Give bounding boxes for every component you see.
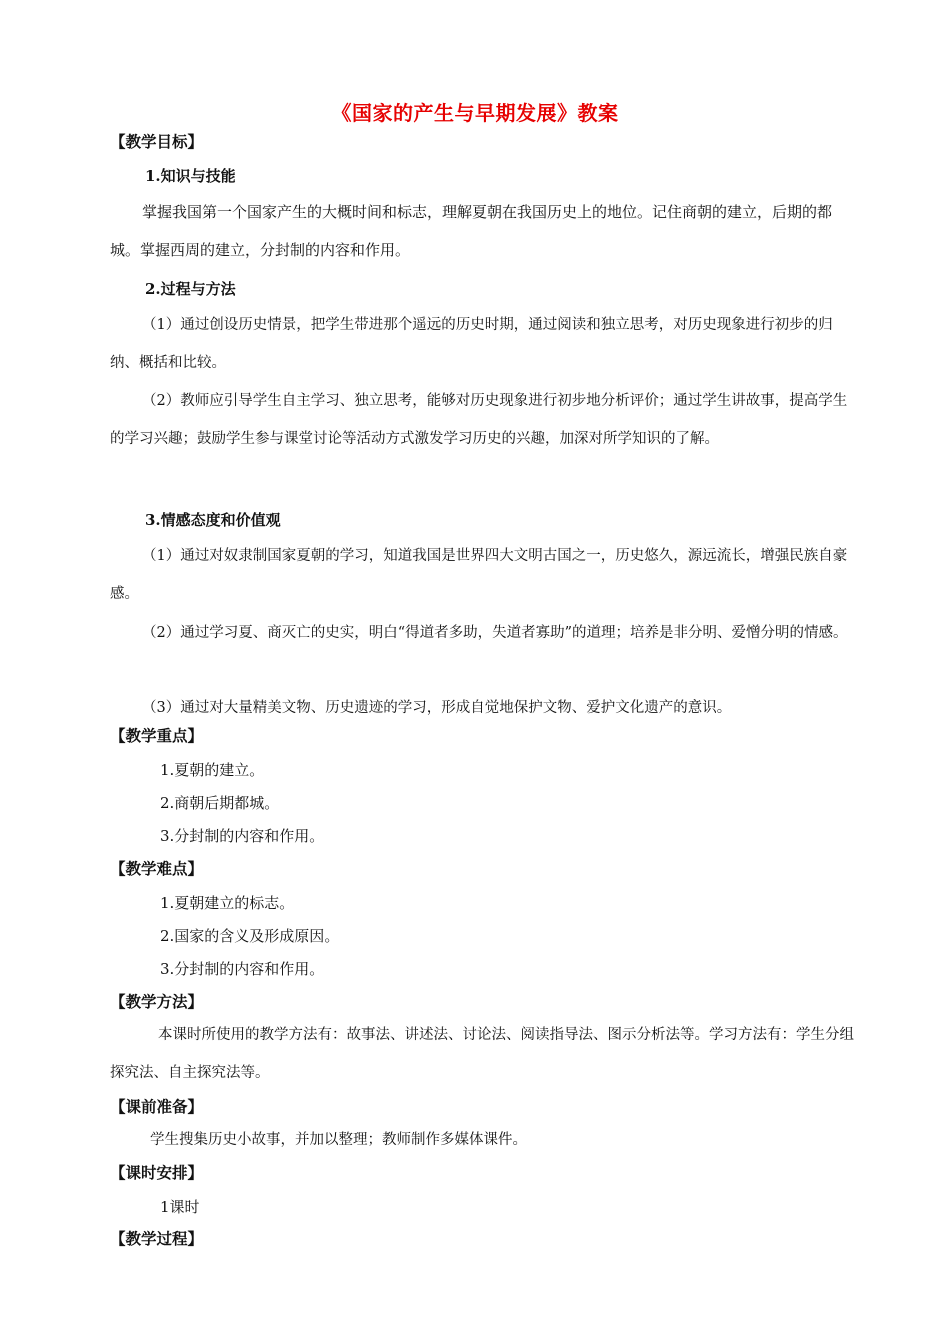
document-title: 《国家的产生与早期发展》教案 [331,101,619,125]
key-point-item: 3.分封制的内容和作用。 [160,827,325,845]
preparation-heading: 【课前准备】 [110,1097,204,1116]
difficulty-item: 3.分封制的内容和作用。 [160,960,325,978]
key-point-item: 2.商朝后期都城。 [160,794,280,812]
process-heading: 【教学过程】 [110,1229,204,1248]
section-process-title: 2.过程与方法 [145,280,236,298]
methods-heading: 【教学方法】 [110,992,204,1011]
section-values-p2: （2）通过学习夏、商灭亡的史实，明白“得道者多助，失道者寡助”的道理；培养是非分明、爱憎分明的情感。 [142,625,848,641]
schedule-heading: 【课时安排】 [110,1163,204,1182]
objectives-heading: 【教学目标】 [110,132,204,151]
section-process-p2: （2）教师应引导学生自主学习、独立思考，能够对历史现象进行初步地分析评价；通过学生讲故事，提高学生的学习兴趣；鼓励学生参与课堂讨论等活动方式激发学习历史的兴趣，加深对所学知识的了解。 [110,393,848,447]
key-points-heading: 【教学重点】 [110,726,204,745]
section-values-title: 3.情感态度和价值观 [145,511,281,529]
section-process-p1: （1）通过创设历史情景，把学生带进那个遥远的历史时期，通过阅读和独立思考，对历史现象进行初步的归纳、概括和比较。 [110,317,833,371]
difficulties-heading: 【教学难点】 [110,859,204,878]
schedule-value: 1课时 [160,1198,200,1216]
difficulty-item: 2.国家的含义及形成原因。 [160,927,340,945]
section-knowledge-title: 1.知识与技能 [145,167,236,185]
section-values-p1: （1）通过对奴隶制国家夏朝的学习，知道我国是世界四大文明古国之一，历史悠久，源远流长，增强民族自豪感。 [110,548,848,602]
section-knowledge-paragraph: 掌握我国第一个国家产生的大概时间和标志，理解夏朝在我国历史上的地位。记住商朝的建立，后期的都城。掌握西周的建立，分封制的内容和作用。 [110,203,833,259]
section-values-p3: （3）通过对大量精美文物、历史遗迹的学习，形成自觉地保护文物、爱护文化遗产的意识。 [142,700,732,716]
difficulty-item: 1.夏朝建立的标志。 [160,894,295,912]
key-point-item: 1.夏朝的建立。 [160,761,265,779]
methods-paragraph: 本课时所使用的教学方法有：故事法、讲述法、讨论法、阅读指导法、图示分析法等。学习方法有：学生分组探究法、自主探究法等。 [110,1027,854,1081]
preparation-paragraph: 学生搜集历史小故事，并加以整理；教师制作多媒体课件。 [150,1132,527,1148]
